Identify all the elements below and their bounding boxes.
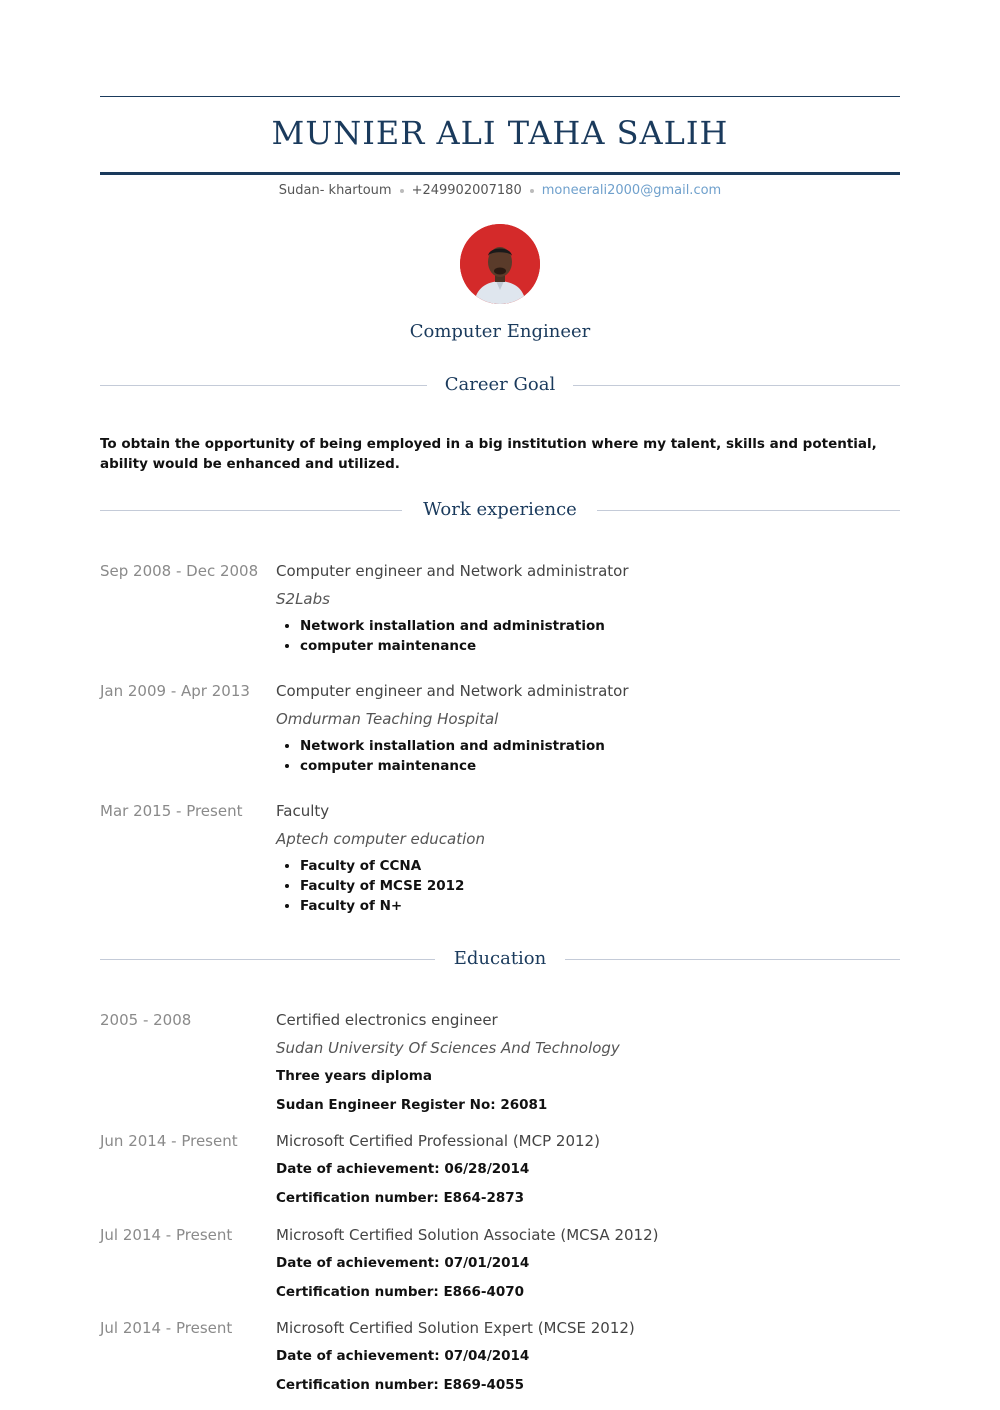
email-link[interactable]: moneerali2000@gmail.com xyxy=(541,183,722,198)
entry-role: Microsoft Certified Solution Expert (MCSE 2012) xyxy=(276,1319,635,1337)
entry-role: Faculty xyxy=(276,802,330,820)
entry-duties xyxy=(276,616,900,656)
entry-detail: Date of achievement: 06/28/2014 xyxy=(276,1161,530,1177)
entry-detail: Date of achievement: 07/04/2014 xyxy=(276,1348,530,1364)
list-item: • Faculty of CCNA xyxy=(300,856,900,876)
entry-detail: Sudan Engineer Register No: 26081 xyxy=(276,1097,548,1113)
section-title: Work experience xyxy=(423,499,577,520)
separator-dot-icon xyxy=(400,189,404,193)
entry-detail: Certification number: E866-4070 xyxy=(276,1284,525,1300)
contact-line xyxy=(100,182,900,200)
phone-text: +249902007180 xyxy=(411,183,522,198)
entry-date: Sep 2008 - Dec 2008 xyxy=(100,562,259,580)
list-item: • Faculty of MCSE 2012 xyxy=(300,876,900,896)
list-item: • computer maintenance xyxy=(300,756,900,776)
entry-body xyxy=(276,1009,900,1115)
entry-role: Certified electronics engineer xyxy=(276,1011,498,1029)
entry-body xyxy=(276,1130,900,1208)
entry-date: Mar 2015 - Present xyxy=(100,802,243,820)
header-top-rule xyxy=(100,96,900,97)
list-item: • Faculty of N+ xyxy=(300,896,900,916)
entry-role: Microsoft Certified Solution Associate (MCSA 2012) xyxy=(276,1226,659,1244)
career-goal-text: To obtain the opportunity of being employed in a big institution where my talent, skills and potential, ability would be enhanced and utilized. xyxy=(100,436,877,472)
entry-body xyxy=(276,800,900,916)
section-heading-work-experience xyxy=(100,495,900,525)
list-item: • Network installation and administration xyxy=(300,736,900,756)
entry-detail: Certification number: E864-2873 xyxy=(276,1190,525,1206)
entry-duties xyxy=(276,856,900,916)
list-item: • computer maintenance xyxy=(300,636,900,656)
entry-organization: Sudan University Of Sciences And Technology xyxy=(276,1039,620,1057)
entry-detail: Three years diploma xyxy=(276,1068,432,1084)
entry-body xyxy=(276,1224,900,1302)
section-title: Career Goal xyxy=(444,374,556,395)
entry-date: 2005 - 2008 xyxy=(100,1011,192,1029)
location-text: Sudan- khartoum xyxy=(278,183,392,198)
entry-body xyxy=(276,560,900,656)
profile-photo-icon xyxy=(460,224,540,304)
entry-date: Jun 2014 - Present xyxy=(100,1132,238,1150)
section-heading-education xyxy=(100,944,900,974)
section-heading-career-goal xyxy=(100,370,900,400)
entry-body xyxy=(276,680,900,776)
entry-date: Jul 2014 - Present xyxy=(100,1226,233,1244)
entry-detail: Date of achievement: 07/01/2014 xyxy=(276,1255,530,1271)
entry-organization: Omdurman Teaching Hospital xyxy=(276,710,499,728)
separator-dot-icon xyxy=(530,189,534,193)
job-title: Computer Engineer xyxy=(409,321,591,342)
list-item: • Network installation and administration xyxy=(300,616,900,636)
entry-duties xyxy=(276,736,900,776)
header-bottom-rule xyxy=(100,172,900,175)
section-title: Education xyxy=(453,948,547,969)
entry-organization: S2Labs xyxy=(276,590,330,608)
entry-organization: Aptech computer education xyxy=(276,830,485,848)
entry-role: Computer engineer and Network administrator xyxy=(276,682,629,700)
entry-role: Microsoft Certified Professional (MCP 2012) xyxy=(276,1132,600,1150)
avatar xyxy=(460,224,540,304)
candidate-name: MUNIER ALI TAHA SALIH xyxy=(271,114,729,152)
entry-detail: Certification number: E869-4055 xyxy=(276,1377,525,1393)
entry-date: Jan 2009 - Apr 2013 xyxy=(100,682,250,700)
entry-date: Jul 2014 - Present xyxy=(100,1319,233,1337)
entry-body xyxy=(276,1317,900,1395)
entry-role: Computer engineer and Network administrator xyxy=(276,562,629,580)
